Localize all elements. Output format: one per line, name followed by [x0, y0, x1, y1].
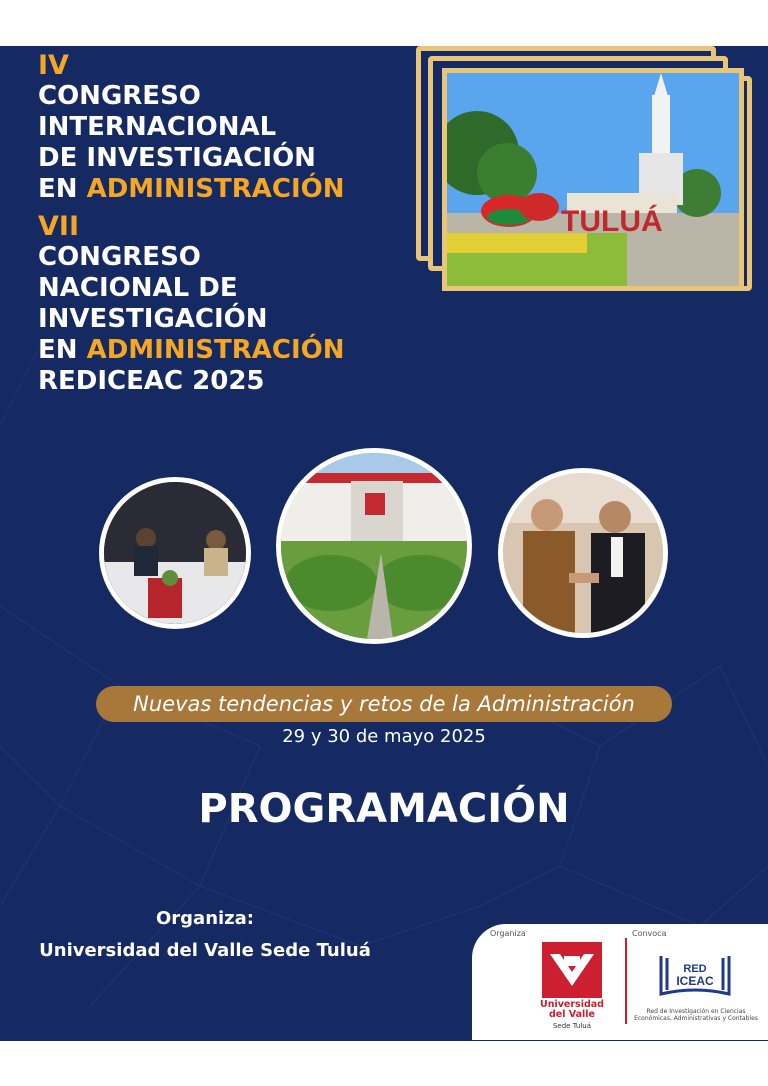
title-accent: ADMINISTRACIÓN	[86, 174, 345, 204]
rediceac-logo	[655, 950, 735, 1000]
univalle-name: Universidad del Valle	[540, 999, 604, 1020]
tulua-sign: TULUÁ	[561, 205, 663, 238]
tulua-photo-stack	[416, 46, 756, 306]
tulua-town-photo	[442, 68, 744, 291]
title-line: DE INVESTIGACIÓN	[38, 143, 316, 173]
title-line: NACIONAL DE	[38, 273, 238, 303]
title-line: REDICEAC 2025	[38, 366, 265, 396]
organizer-name: Universidad del Valle Sede Tuluá	[39, 940, 371, 961]
title-line: CONGRESO	[38, 81, 201, 111]
organiza-small-label: Organiza	[490, 929, 526, 938]
title-prefix: EN	[38, 174, 87, 204]
univalle-sede: Sede Tuluá	[552, 1022, 592, 1030]
title-roman-iv: IV	[38, 50, 69, 81]
red-line1: RED	[683, 963, 707, 975]
rediceac-subtitle: Red de Investigación en Ciencias Económicas, Administrativas y Contables	[634, 1008, 758, 1022]
title-accent: ADMINISTRACIÓN	[86, 335, 345, 365]
title-roman-vii: VII	[38, 211, 79, 242]
convoca-small-label: Convoca	[632, 929, 667, 938]
logo-divider	[625, 938, 627, 1024]
title-line: INVESTIGACIÓN	[38, 304, 268, 334]
congress-title	[38, 50, 344, 397]
title-line: CONGRESO	[38, 242, 201, 272]
tulua-scene-illustration	[447, 73, 739, 286]
title-line	[38, 335, 344, 366]
campus-photo-circle	[276, 448, 472, 644]
title-line: INTERNACIONAL	[38, 112, 277, 142]
panel-photo-circle	[99, 477, 251, 629]
title-line	[38, 174, 344, 205]
slogan-banner: Nuevas tendencias y retos de la Administración	[96, 686, 672, 722]
title-prefix: EN	[38, 335, 87, 365]
red-line2: ICEAC	[676, 974, 714, 988]
handshake-photo-circle	[498, 468, 668, 638]
event-dates: 29 y 30 de mayo 2025	[282, 726, 486, 747]
page-title: PROGRAMACIÓN	[198, 786, 570, 832]
organizer-label: Organiza:	[155, 908, 254, 929]
